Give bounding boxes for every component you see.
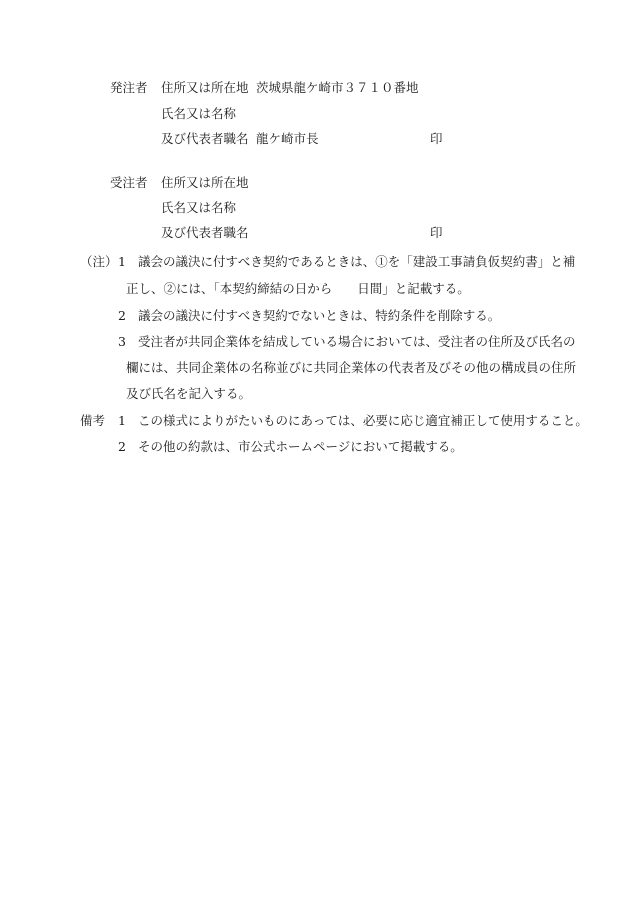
notes-heading: （注） [80,254,118,269]
note-text: 議会の議決に付すべき契約であるときは、①を「建設工事請負仮契約書」と補 [138,254,576,269]
note-number: 1 [118,254,126,269]
orderer-seal: 印 [430,131,443,146]
contractor-name-label: 氏名又は名称 [161,200,237,215]
contractor-role: 受注者 [110,175,148,190]
remark-number: 1 [118,413,126,428]
note-text: 正し、②には、「本契約締結の日から 日間」と記載する。 [126,281,470,296]
note-text: 議会の議決に付すべき契約でないときは、特約条件を削除する。 [138,308,501,323]
orderer-role: 発注者 [110,80,148,95]
note-text: 受注者が共同企業体を結成している場合においては、受注者の住所及び氏名の [138,334,576,349]
remark-text: この様式によりがたいものにあっては、必要に応じ適宜補正して使用すること。 [138,413,588,428]
note-number: 3 [118,334,126,349]
orderer-rep-label: 及び代表者職名 [161,131,249,146]
contractor-address-label: 住所又は所在地 [161,175,249,190]
note-number: 2 [118,308,126,323]
note-text: 及び氏名を記入する。 [126,386,252,401]
contractor-seal: 印 [430,225,443,240]
orderer-address-label: 住所又は所在地 [161,80,249,95]
orderer-name-label: 氏名又は名称 [161,106,237,121]
remark-text: その他の約款は、市公式ホームページにおいて掲載する。 [138,439,463,454]
contractor-rep-label: 及び代表者職名 [161,225,249,240]
remarks-heading: 備考 [80,413,106,428]
note-text: 欄には、共同企業体の名称並びに共同企業体の代表者及びその他の構成員の住所 [126,360,577,375]
orderer-rep-value: 龍ケ崎市長 [256,131,319,146]
orderer-address-value: 茨城県龍ケ崎市３７１０番地 [256,80,419,95]
remark-number: 2 [118,439,126,454]
